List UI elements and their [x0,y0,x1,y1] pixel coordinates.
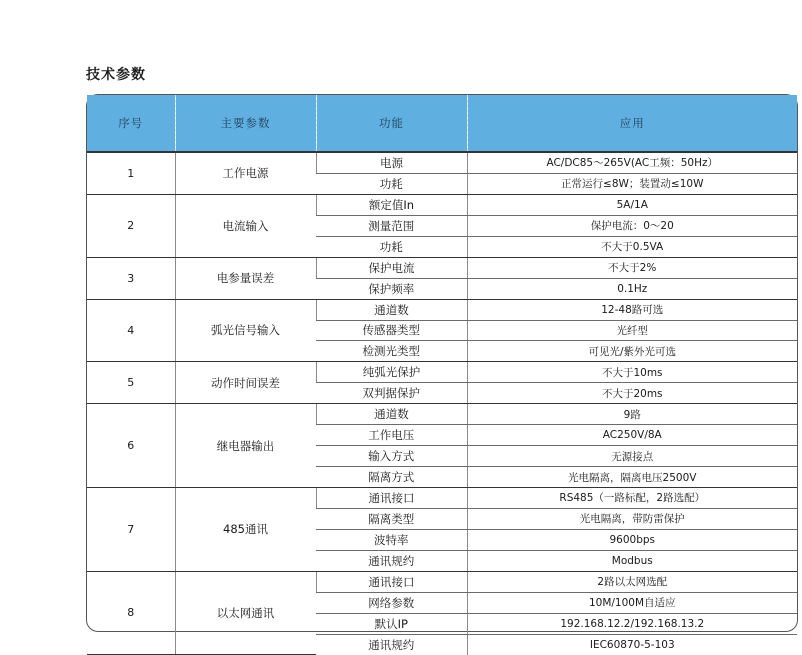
table-row [87,194,797,215]
func-cell: 功耗 [316,236,467,257]
app-cell: 光纤型 [467,320,797,341]
table-row [87,257,797,278]
spec-table-body [87,152,797,655]
seq-cell: 4 [87,299,175,362]
app-cell: IEC60870-5-103 [467,634,797,654]
func-cell: 纯弧光保护 [316,362,467,383]
func-cell: 测量范围 [316,215,467,236]
func-cell: 通道数 [316,299,467,320]
func-cell: 通讯接口 [316,571,467,592]
table-row [87,488,797,509]
header-app: 应用 [467,95,797,152]
app-cell: 无源接点 [467,446,797,467]
app-cell: 10M/100M自适应 [467,592,797,613]
func-cell: 输入方式 [316,446,467,467]
param-cell: 电参量误差 [175,257,316,299]
app-cell: AC250V/8A [467,425,797,446]
app-cell: 保护电流：0～20 [467,215,797,236]
func-cell: 默认IP [316,613,467,634]
seq-cell: 5 [87,362,175,404]
app-cell: 光电隔离，带防雷保护 [467,508,797,529]
header-seq: 序号 [87,95,175,152]
app-cell: 0.1Hz [467,278,797,299]
spec-table-header [87,95,797,152]
app-cell: 12-48路可选 [467,299,797,320]
func-cell: 网络参数 [316,592,467,613]
param-cell: 以太网通讯 [175,571,316,654]
app-cell: 正常运行≤8W；装置动≤10W [467,173,797,194]
section-title: 技术参数 [86,67,146,83]
app-cell: 不大于0.5VA [467,236,797,257]
app-cell: AC/DC85～265V(AC工频：50Hz） [467,152,797,173]
header-func: 功能 [316,95,467,152]
table-row [87,362,797,383]
func-cell: 通讯接口 [316,488,467,509]
param-cell: 动作时间误差 [175,362,316,404]
func-cell: 通道数 [316,404,467,425]
table-row [87,571,797,592]
app-cell: 9600bps [467,529,797,550]
seq-cell: 3 [87,257,175,299]
seq-cell: 2 [87,194,175,257]
func-cell: 传感器类型 [316,320,467,341]
func-cell: 保护电流 [316,257,467,278]
seq-cell: 6 [87,404,175,488]
app-cell: RS485（一路标配，2路选配） [467,488,797,509]
func-cell: 通讯规约 [316,550,467,571]
spec-table [87,95,797,655]
param-cell: 继电器输出 [175,404,316,488]
param-cell: 弧光信号输入 [175,299,316,362]
spec-table-container [86,94,798,652]
func-cell: 工作电压 [316,425,467,446]
param-cell: 485通讯 [175,488,316,572]
table-row [87,152,797,173]
table-row [87,404,797,425]
app-cell: 9路 [467,404,797,425]
func-cell: 隔离类型 [316,508,467,529]
func-cell: 保护频率 [316,278,467,299]
app-cell: 192.168.12.2/192.168.13.2 [467,613,797,634]
seq-cell: 8 [87,571,175,654]
app-cell: 不大于10ms [467,362,797,383]
table-row [87,299,797,320]
app-cell: 2路以太网选配 [467,571,797,592]
func-cell: 检测光类型 [316,341,467,362]
app-cell: Modbus [467,550,797,571]
seq-cell: 1 [87,152,175,194]
func-cell: 双判据保护 [316,383,467,404]
func-cell: 功耗 [316,173,467,194]
seq-cell: 7 [87,488,175,572]
app-cell: 可见光/紫外光可选 [467,341,797,362]
header-param: 主要参数 [175,95,316,152]
app-cell: 光电隔离，隔离电压2500V [467,467,797,488]
app-cell: 不大于20ms [467,383,797,404]
func-cell: 隔离方式 [316,467,467,488]
app-cell: 不大于2% [467,257,797,278]
func-cell: 通讯规约 [368,637,415,652]
param-cell: 电流输入 [175,194,316,257]
func-cell: 额定值In [316,194,467,215]
func-cell: 波特率 [316,529,467,550]
app-cell: 5A/1A [467,194,797,215]
func-cell: 电源 [316,152,467,173]
param-cell: 工作电源 [175,152,316,194]
